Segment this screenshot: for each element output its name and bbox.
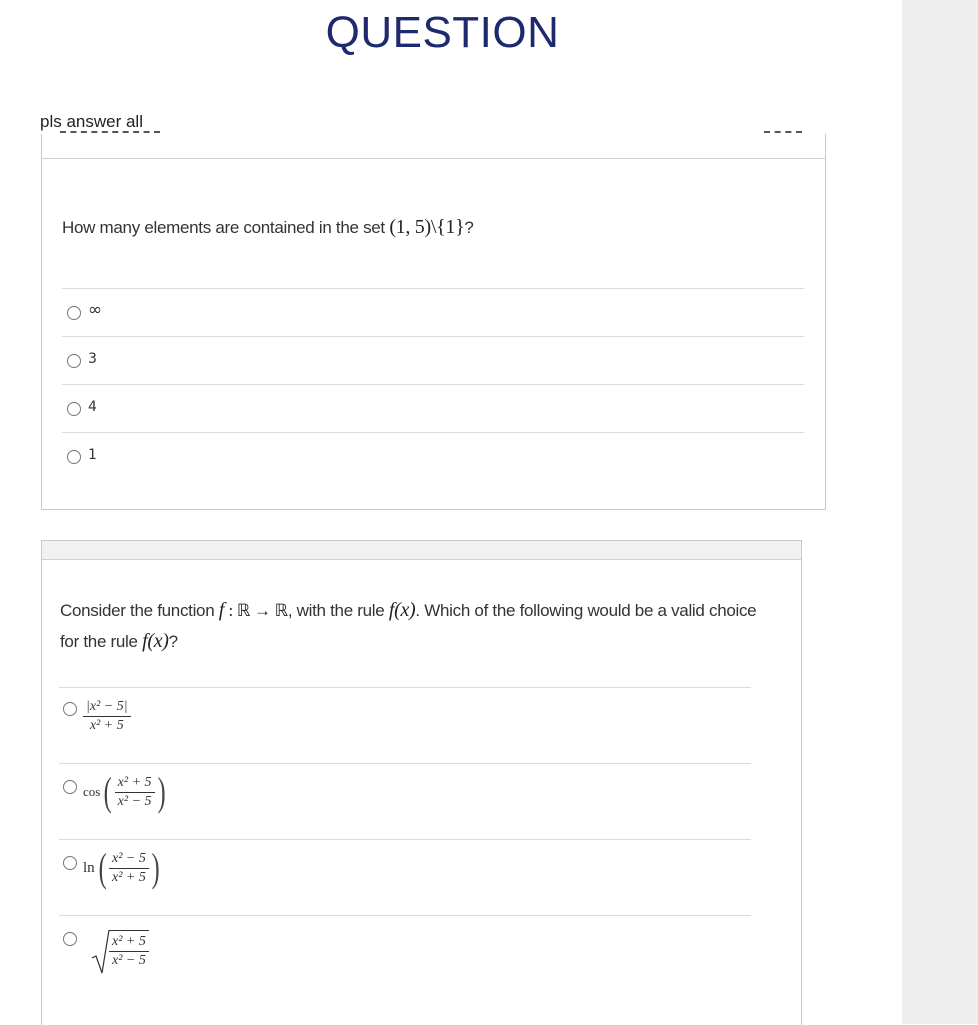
fraction	[83, 698, 131, 735]
radio-button[interactable]	[67, 402, 81, 416]
radio-button[interactable]	[67, 450, 81, 464]
question-text	[60, 595, 760, 657]
question-card-2	[41, 540, 802, 1025]
right-paren: )	[151, 845, 160, 890]
option-row[interactable]	[59, 763, 751, 839]
question-text-part: ?	[464, 218, 474, 237]
denominator: x² + 5	[89, 718, 124, 733]
option-label: ∞	[88, 300, 103, 320]
option-row[interactable]	[62, 288, 804, 337]
question-text-part: , with the rule	[287, 601, 385, 620]
radio-button[interactable]	[63, 702, 77, 716]
set-expression: (1, 5)\{1}	[389, 216, 465, 238]
question-header	[42, 134, 825, 159]
question-header	[42, 541, 801, 560]
denominator: x² − 5	[117, 793, 152, 809]
option-expression	[83, 769, 168, 814]
numerator: x² + 5	[115, 774, 155, 793]
radical-sign-icon	[91, 928, 111, 974]
square-root	[91, 930, 149, 970]
question-text	[62, 212, 782, 243]
function-mapping: : ℝ → ℝ	[228, 601, 288, 620]
question-text-part: Consider the function	[60, 601, 215, 620]
radio-button[interactable]	[67, 354, 81, 368]
option-label: 1	[88, 447, 97, 463]
question-text-part: . Which of the following would be a valid choice for the rule	[60, 601, 757, 651]
page-title: QUESTION	[325, 8, 560, 57]
option-row[interactable]	[59, 915, 751, 991]
option-expression	[83, 698, 131, 735]
denominator: x² + 5	[112, 869, 146, 885]
option-row[interactable]	[59, 687, 751, 763]
option-row[interactable]	[62, 432, 804, 481]
numerator: |x² − 5|	[83, 698, 131, 717]
question-text-part: ?	[168, 632, 178, 651]
option-label: 4	[88, 399, 97, 415]
right-gutter	[902, 0, 978, 1024]
radio-button[interactable]	[63, 856, 77, 870]
numerator: x² + 5	[109, 933, 149, 952]
function-name: ln	[83, 859, 95, 876]
radio-button[interactable]	[67, 306, 81, 320]
left-paren: (	[98, 845, 107, 890]
function-name: f	[218, 599, 225, 621]
option-row[interactable]	[62, 384, 804, 433]
option-expression	[83, 845, 162, 890]
right-paren: )	[157, 769, 166, 814]
option-label: 3	[88, 351, 97, 367]
left-paren: (	[104, 769, 113, 814]
note-text: pls answer all	[40, 112, 143, 131]
fraction	[109, 850, 149, 887]
option-expression	[91, 930, 149, 970]
option-row[interactable]	[62, 336, 804, 385]
cut-text-fragment	[60, 131, 160, 133]
function-name: cos	[83, 784, 101, 799]
cut-text-fragment	[764, 131, 802, 133]
question-card-1	[41, 134, 826, 510]
option-row[interactable]	[59, 839, 751, 915]
rule-expression: f(x)	[142, 630, 169, 652]
numerator: x² − 5	[109, 850, 149, 869]
fraction	[115, 774, 155, 811]
radio-button[interactable]	[63, 780, 77, 794]
question-text-part: How many elements are contained in the set	[62, 218, 385, 237]
denominator: x² − 5	[112, 953, 146, 968]
radio-button[interactable]	[63, 932, 77, 946]
rule-expression: f(x)	[388, 599, 416, 621]
fraction	[109, 930, 149, 970]
